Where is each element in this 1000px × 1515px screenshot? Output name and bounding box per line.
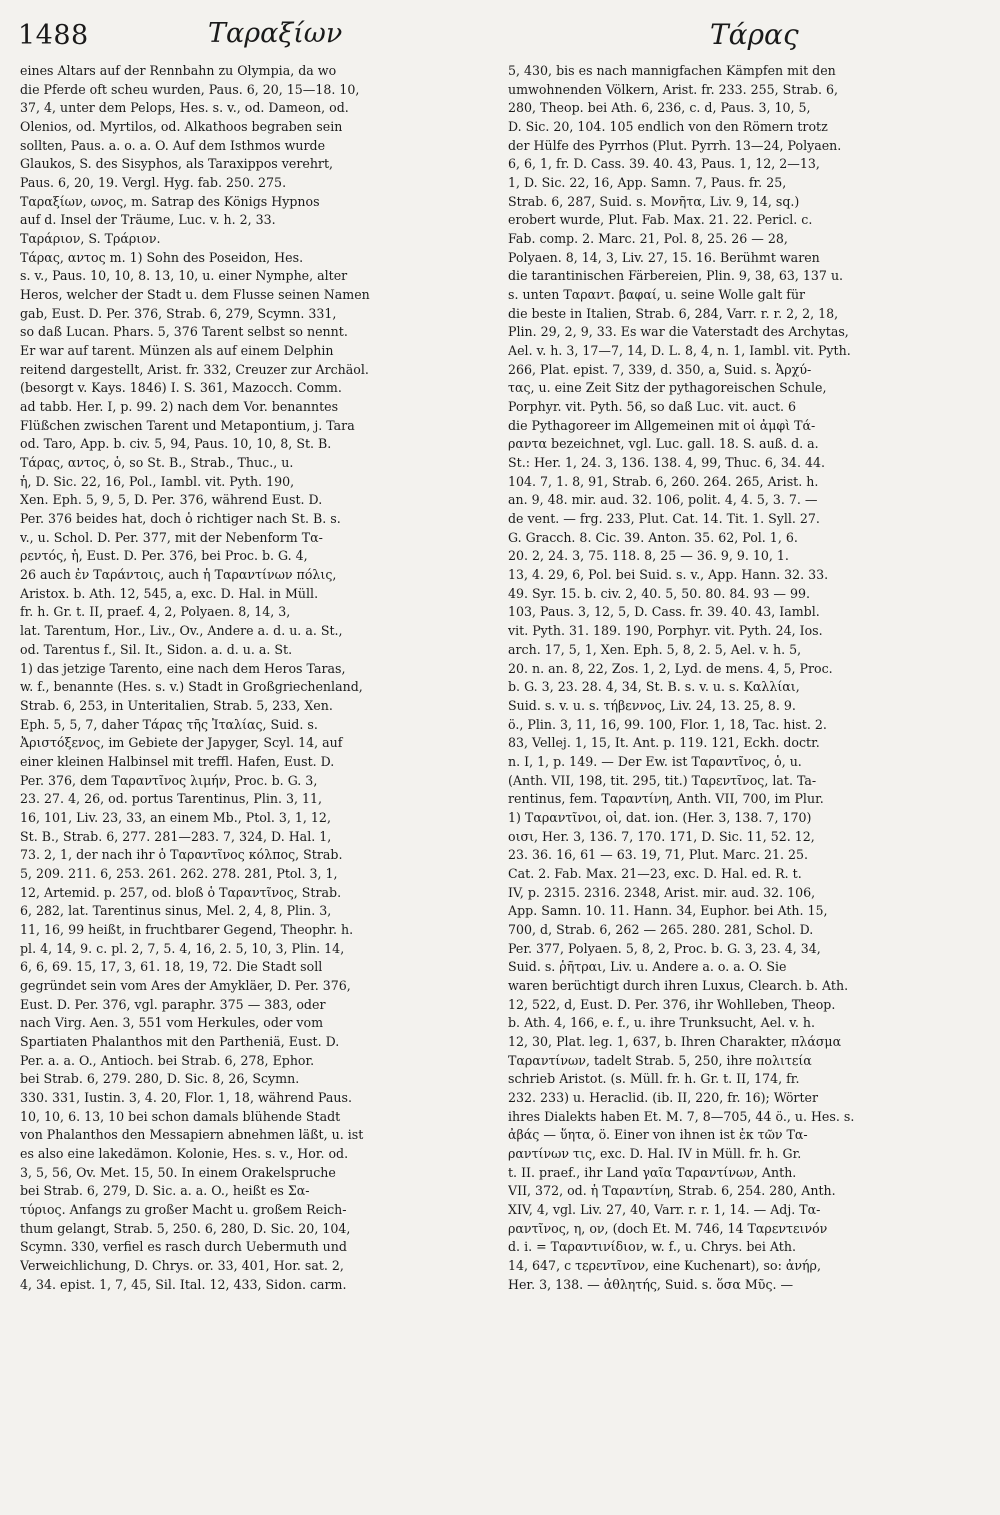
left-column — [20, 62, 500, 1294]
text-line: gab, Eust. D. Per. 376, Strab. 6, 279, Scymn. 331, — [20, 305, 337, 321]
text-line: Per. 376 beides hat, doch ὁ richtiger nach St. B. s. — [20, 511, 341, 527]
text-line: ραντα bezeichnet, vgl. Luc. gall. 18. S. auß. d. a. — [508, 436, 819, 452]
text-line: 330. 331, Iustin. 3, 4. 20, Flor. 1, 18, während Paus. — [20, 1089, 352, 1105]
text-line: ραντίνων τις, exc. D. Hal. IV in Müll. fr. h. Gr. — [508, 1145, 802, 1161]
text-line: Eust. D. Per. 376, vgl. paraphr. 375 — 383, oder — [20, 996, 326, 1012]
text-line: Ael. v. h. 3, 17—7, 14, D. L. 8, 4, n. 1, Iambl. vit. Pyth. — [508, 343, 851, 359]
text-line: D. Sic. 20, 104. 105 endlich von den Römern trotz — [508, 119, 828, 135]
text-line: 103, Paus. 3, 12, 5, D. Cass. fr. 39. 40. 43, Iambl. — [508, 604, 820, 620]
text-line: ihres Dialekts haben Et. M. 7, 8—705, 44 ö., u. Hes. s. — [508, 1108, 855, 1124]
text-line: 5, 209. 211. 6, 253. 261. 262. 278. 281, Ptol. 3, 1, — [20, 865, 338, 881]
text-line: eines Altars auf der Rennbahn zu Olympia, da wo — [20, 63, 337, 78]
text-line: 1) Ταραντῖνοι, οἱ, dat. ion. (Her. 3, 138. 7, 170) — [508, 809, 812, 825]
text-line: Cat. 2. Fab. Max. 21—23, exc. D. Hal. ed. R. t. — [508, 865, 802, 881]
text-line: Her. 3, 138. — ἀθλητής, Suid. s. ὅσα Μῦς. — — [508, 1276, 794, 1292]
text-line: τύριος. Anfangs zu großer Macht u. großem Reich- — [20, 1201, 347, 1217]
text-line: 232. 233) u. Heraclid. (ib. II, 220, fr. 16); Wörter — [508, 1089, 818, 1105]
text-line: reitend dargestellt, Arist. fr. 332, Creuzer zur Archäol. — [20, 361, 369, 377]
text-line: Aristox. b. Ath. 12, 545, a, exc. D. Hal. in Müll. — [20, 585, 319, 601]
text-line: 49. Syr. 15. b. civ. 2, 40. 5, 50. 80. 84. 93 — 99. — [508, 585, 811, 601]
text-line: von Phalanthos den Messapiern abnehmen läßt, u. ist — [20, 1127, 364, 1143]
text-line: 5, 430, bis es nach mannigfachen Kämpfen mit den — [508, 63, 836, 78]
running-headword-right: Τάρας — [710, 18, 799, 51]
text-line: 12, 522, d, Eust. D. Per. 376, ihr Wohlleben, Theop. — [508, 996, 836, 1012]
text-line: 20. n. an. 8, 22, Zos. 1, 2, Lyd. de mens. 4, 5, Proc. — [508, 660, 833, 676]
text-line: 20. 2, 24. 3, 75. 118. 8, 25 — 36. 9, 9. 10, 1. — [508, 548, 789, 564]
text-line: ρεντός, ἡ, Eust. D. Per. 376, bei Proc. b. G. 4, — [20, 548, 308, 564]
text-line: bei Strab. 6, 279, D. Sic. a. a. O., heißt es Σα- — [20, 1183, 310, 1199]
text-line: 26 auch ἐν Ταράντοις, auch ἡ Ταραντίνων πόλις, — [20, 567, 337, 583]
text-line: 10, 10, 6. 13, 10 bei schon damals blühende Stadt — [20, 1108, 341, 1124]
text-line: einer kleinen Halbinsel mit treffl. Hafen, Eust. D. — [20, 753, 335, 769]
text-line: die beste in Italien, Strab. 6, 284, Varr. r. r. 2, 2, 18, — [508, 305, 839, 321]
right-column — [508, 62, 988, 1294]
text-line: 4, 34. epist. 1, 7, 45, Sil. Ital. 12, 433, Sidon. carm. — [20, 1276, 347, 1292]
text-line: umwohnenden Völkern, Arist. fr. 233. 255, Strab. 6, — [508, 81, 838, 97]
text-line: es also eine lakedämon. Kolonie, Hes. s. v., Hor. od. — [20, 1145, 349, 1161]
text-line: Suid. s. v. u. s. τήβεννος, Liv. 24, 13. 25, 8. 9. — [508, 697, 796, 713]
text-line: t. II. praef., ihr Land γαῖα Ταραντίνων, Anth. — [508, 1164, 797, 1180]
text-line: Per. a. a. O., Antioch. bei Strab. 6, 278, Ephor. — [20, 1052, 315, 1068]
text-line: lat. Tarentum, Hor., Liv., Ov., Andere a. d. u. a. St., — [20, 623, 343, 639]
text-line: schrieb Aristot. (s. Müll. fr. h. Gr. t. II, 174, fr. — [508, 1071, 800, 1087]
text-line: v., u. Schol. D. Per. 377, mit der Nebenform Τα- — [20, 529, 323, 545]
text-line: gegründet sein vom Ares der Amykläer, D. Per. 376, — [20, 977, 351, 993]
text-line: τας, u. eine Zeit Sitz der pythagoreischen Schule, — [508, 380, 827, 396]
text-line: d. i. = Ταραντινίδιον, w. f., u. Chrys. bei Ath. — [508, 1239, 796, 1255]
text-line: die Pferde oft scheu wurden, Paus. 6, 20, 15—18. 10, — [20, 81, 360, 97]
text-line: 73. 2, 1, der nach ihr ὁ Ταραντῖνος κόλπος, Strab. — [20, 847, 343, 863]
text-line: so daß Lucan. Phars. 5, 376 Tarent selbst so nennt. — [20, 324, 348, 340]
text-line: Strab. 6, 287, Suid. s. Μονῆτα, Liv. 9, 14, sq.) — [508, 193, 800, 209]
text-line: Er war auf tarent. Münzen als auf einem Delphin — [20, 343, 334, 359]
text-line: Heros, welcher der Stadt u. dem Flusse seinen Namen — [20, 287, 370, 303]
text-line: ἀβάς — ὕητα, ö. Einer von ihnen ist ἐκ τῶν Τα- — [508, 1127, 808, 1143]
text-line: ἡ, D. Sic. 22, 16, Pol., Iambl. vit. Pyth. 190, — [20, 473, 295, 489]
text-line: die Pythagoreer im Allgemeinen mit οἱ ἀμφὶ Τά- — [508, 417, 816, 433]
text-line: s. unten Ταραντ. βαφαί, u. seine Wolle galt für — [508, 287, 806, 303]
text-line: pl. 4, 14, 9. c. pl. 2, 7, 5. 4, 16, 2. 5, 10, 3, Plin. 14, — [20, 940, 345, 956]
text-line: die tarantinischen Färbereien, Plin. 9, 38, 63, 137 u. — [508, 268, 844, 284]
text-line: arch. 17, 5, 1, Xen. Eph. 5, 8, 2. 5, Ael. v. h. 5, — [508, 641, 802, 657]
text-line: 13, 4. 29, 6, Pol. bei Suid. s. v., App. Hann. 32. 33. — [508, 567, 829, 583]
text-line: Xen. Eph. 5, 9, 5, D. Per. 376, während Eust. D. — [20, 492, 323, 508]
text-line: 266, Plat. epist. 7, 339, d. 350, a, Suid. s. Ἀρχύ- — [508, 361, 812, 377]
text-line: auf d. Insel der Träume, Luc. v. h. 2, 33. — [20, 212, 276, 228]
text-line: 12, Artemid. p. 257, od. bloß ὁ Ταραντῖνος, Strab. — [20, 884, 342, 900]
page-number: 1488 — [18, 20, 89, 51]
text-line: 14, 647, c τερεντῖνον, eine Kuchenart), so: ἀνήρ, — [508, 1258, 821, 1273]
text-line: οισι, Her. 3, 136. 7, 170. 171, D. Sic. 11, 52. 12, — [508, 828, 815, 844]
text-line: VII, 372, od. ἡ Ταραντίνη, Strab. 6, 254. 280, Anth. — [508, 1183, 836, 1199]
text-line: waren berüchtigt durch ihren Luxus, Clearch. b. Ath. — [508, 977, 849, 993]
text-line: XIV, 4, vgl. Liv. 27, 40, Varr. r. r. 1, 14. — Adj. Τα- — [508, 1201, 821, 1217]
text-line: IV, p. 2315. 2316. 2348, Arist. mir. aud. 32. 106, — [508, 884, 816, 900]
text-line: Per. 377, Polyaen. 5, 8, 2, Proc. b. G. 3, 23. 4, 34, — [508, 940, 821, 956]
text-line: Fab. comp. 2. Marc. 21, Pol. 8, 25. 26 — 28, — [508, 231, 788, 247]
text-line: St.: Her. 1, 24. 3, 136. 138. 4, 99, Thuc. 6, 34. 44. — [508, 455, 825, 471]
text-line: Ταραξίων, ωνος, m. Satrap des Königs Hypnos — [20, 193, 320, 209]
text-line: Polyaen. 8, 14, 3, Liv. 27, 15. 16. Berühmt waren — [508, 249, 820, 265]
text-line: b. Ath. 4, 166, e. f., u. ihre Trunksucht, Ael. v. h. — [508, 1015, 815, 1031]
text-line: 6, 282, lat. Tarentinus sinus, Mel. 2, 4, 8, Plin. 3, — [20, 903, 332, 919]
text-line: 3, 5, 56, Ov. Met. 15, 50. In einem Orakelspruche — [20, 1164, 336, 1180]
text-line: Spartiaten Phalanthos mit den Partheniä, Eust. D. — [20, 1033, 340, 1049]
text-line: Glaukos, S. des Sisyphos, als Taraxippos verehrt, — [20, 156, 334, 172]
text-line: de vent. — frg. 233, Plut. Cat. 14. Tit. 1. Syll. 27. — [508, 511, 820, 527]
text-line: od. Taro, App. b. civ. 5, 94, Paus. 10, 10, 8, St. B. — [20, 436, 332, 452]
text-line: Eph. 5, 5, 7, daher Τάρας τῆς Ἰταλίας, Suid. s. — [20, 716, 318, 732]
text-line: 104. 7, 1. 8, 91, Strab. 6, 260. 264. 265, Arist. h. — [508, 473, 819, 489]
text-line: erobert wurde, Plut. Fab. Max. 21. 22. Pericl. c. — [508, 212, 813, 228]
text-line: ad tabb. Her. I, p. 99. 2) nach dem Vor. benanntes — [20, 399, 339, 415]
running-headword-left: Ταραξίων — [208, 18, 343, 49]
text-line: Strab. 6, 253, in Unteritalien, Strab. 5, 233, Xen. — [20, 697, 333, 713]
text-line: Plin. 29, 2, 9, 33. Es war die Vaterstadt des Archytas, — [508, 324, 849, 340]
text-line: (Anth. VII, 198, tit. 295, tit.) Ταρεντῖνος, lat. Ta- — [508, 772, 817, 788]
text-line: 37, 4, unter dem Pelops, Hes. s. v., od. Dameon, od. — [20, 100, 349, 116]
text-line: St. B., Strab. 6, 277. 281—283. 7, 324, D. Hal. 1, — [20, 828, 332, 844]
text-line: der Hülfe des Pyrrhos (Plut. Pyrrh. 13—24, Polyaen. — [508, 137, 842, 153]
text-line: Τάρας, αντος, ὁ, so St. B., Strab., Thuc., u. — [20, 455, 294, 471]
text-line: 23. 36. 16, 61 — 63. 19, 71, Plut. Marc. 21. 25. — [508, 847, 809, 863]
text-line: 6, 6, 69. 15, 17, 3, 61. 18, 19, 72. Die Stadt soll — [20, 959, 323, 975]
text-line: Per. 376, dem Ταραντῖνος λιμήν, Proc. b. G. 3, — [20, 772, 318, 788]
text-line: Ἀριστόξενος, im Gebiete der Japyger, Scyl. 14, auf — [20, 735, 343, 751]
text-line: 1, D. Sic. 22, 16, App. Samn. 7, Paus. fr. 25, — [508, 175, 787, 191]
text-line: ραντῖνος, η, ον, (doch Et. M. 746, 14 Ταρεντεινόν — [508, 1220, 828, 1236]
text-line: nach Virg. Aen. 3, 551 vom Herkules, oder vom — [20, 1015, 324, 1031]
text-line: 700, d, Strab. 6, 262 — 265. 280. 281, Schol. D. — [508, 921, 814, 937]
text-line: an. 9, 48. mir. aud. 32. 106, polit. 4, 4. 5, 3. 7. — — [508, 492, 818, 508]
text-line: G. Gracch. 8. Cic. 39. Anton. 35. 62, Pol. 1, 6. — [508, 529, 798, 545]
text-line: 6, 6, 1, fr. D. Cass. 39. 40. 43, Paus. 1, 12, 2—13, — [508, 156, 820, 172]
text-line: ö., Plin. 3, 11, 16, 99. 100, Flor. 1, 18, Tac. hist. 2. — [508, 716, 827, 732]
text-line: n. I, 1, p. 149. — Der Ew. ist Ταραντῖνος, ὁ, u. — [508, 753, 802, 769]
text-line: 16, 101, Liv. 23, 33, an einem Mb., Ptol. 3, 1, 12, — [20, 809, 331, 825]
text-line: Flüßchen zwischen Tarent und Metapontium, j. Tara — [20, 417, 355, 433]
text-line: 280, Theop. bei Ath. 6, 236, c. d, Paus. 3, 10, 5, — [508, 100, 811, 116]
text-line: Ταράριον, S. Τράριον. — [20, 231, 161, 247]
text-line: Scymn. 330, verfiel es rasch durch Uebermuth und — [20, 1239, 347, 1255]
text-line: rentinus, fem. Ταραντίνη, Anth. VII, 700, im Plur. — [508, 791, 824, 807]
text-line: 83, Vellej. 1, 15, It. Ant. p. 119. 121, Eckh. doctr. — [508, 735, 820, 751]
text-line: b. G. 3, 23. 28. 4, 34, St. B. s. v. u. s. Καλλίαι, — [508, 679, 800, 695]
text-line: s. v., Paus. 10, 10, 8. 13, 10, u. einer Nymphe, alter — [20, 268, 348, 284]
text-line: Olenios, od. Myrtilos, od. Alkathoos begraben sein — [20, 119, 343, 135]
text-line: fr. h. Gr. t. II, praef. 4, 2, Polyaen. 8, 14, 3, — [20, 604, 291, 620]
text-line: w. f., benannte (Hes. s. v.) Stadt in Großgriechenland, — [20, 679, 363, 695]
text-line: 1) das jetzige Tarento, eine nach dem Heros Taras, — [20, 660, 346, 676]
page-header — [0, 0, 1000, 58]
text-line: Ταραντίνων, tadelt Strab. 5, 250, ihre πολιτεία — [508, 1052, 812, 1068]
text-line: od. Tarentus f., Sil. It., Sidon. a. d. u. a. St. — [20, 641, 293, 657]
text-line: sollten, Paus. a. o. a. O. Auf dem Isthmos wurde — [20, 137, 326, 153]
text-line: Τάρας, αντος m. 1) Sohn des Poseidon, Hes. — [20, 249, 304, 265]
text-line: App. Samn. 10. 11. Hann. 34, Euphor. bei Ath. 15, — [508, 903, 828, 919]
text-line: 11, 16, 99 heißt, in fruchtbarer Gegend, Theophr. h. — [20, 921, 354, 937]
text-line: Verweichlichung, D. Chrys. or. 33, 401, Hor. sat. 2, — [20, 1258, 344, 1273]
text-line: Suid. s. ῥῆτραι, Liv. u. Andere a. o. a. O. Sie — [508, 959, 787, 975]
text-line: Porphyr. vit. Pyth. 56, so daß Luc. vit. auct. 6 — [508, 399, 797, 415]
text-line: vit. Pyth. 31. 189. 190, Porphyr. vit. Pyth. 24, Ios. — [508, 623, 823, 639]
text-line: Paus. 6, 20, 19. Vergl. Hyg. fab. 250. 275. — [20, 175, 287, 191]
text-line: (besorgt v. Kays. 1846) I. S. 361, Mazocch. Comm. — [20, 380, 342, 396]
text-line: bei Strab. 6, 279. 280, D. Sic. 8, 26, Scymn. — [20, 1071, 300, 1087]
text-line: 12, 30, Plat. leg. 1, 637, b. Ihren Charakter, πλάσμα — [508, 1033, 842, 1049]
text-line: 23. 27. 4, 26, od. portus Tarentinus, Plin. 3, 11, — [20, 791, 323, 807]
text-line: thum gelangt, Strab. 5, 250. 6, 280, D. Sic. 20, 104, — [20, 1220, 351, 1236]
